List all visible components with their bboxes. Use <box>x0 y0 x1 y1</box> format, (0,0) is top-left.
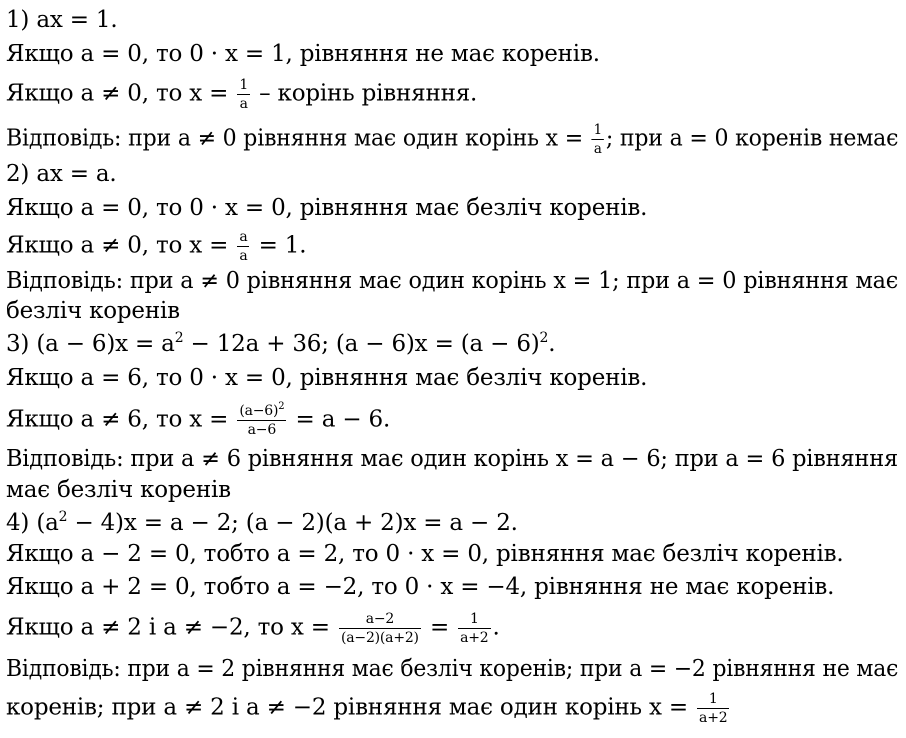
text: Якщо a ≠ 0, то x = <box>6 80 236 107</box>
text: − 4)x = a − 2; (a − 2)(a + 2)x = a − 2. <box>67 510 518 536</box>
text: ; при a = 0 коренів немає <box>605 125 899 152</box>
fraction <box>458 612 490 645</box>
fraction <box>592 123 604 156</box>
task2-answer-line1: Відповідь: при a ≠ 0 рівняння має один корінь x = 1; при a = 0 рівняння має <box>6 268 899 294</box>
denominator: (a−2)(a+2) <box>341 630 419 646</box>
task3-answer-line1: Відповідь: при a ≠ 6 рівняння має один корінь x = a − 6; при a = 6 рівняння <box>6 446 898 472</box>
numerator <box>237 401 286 420</box>
task1-case-zero: Якщо a = 0, то 0 · x = 1, рівняння не має коренів. <box>6 41 600 67</box>
task4-answer-line2 <box>6 692 731 725</box>
fraction <box>237 78 250 111</box>
task4-case-two: Якщо a − 2 = 0, тобто a = 2, то 0 · x = 0, рівняння має безліч коренів. <box>6 541 844 567</box>
exponent: 2 <box>174 330 184 346</box>
text: Якщо a ≠ 2 і a ≠ −2, то x = <box>6 614 337 641</box>
task2-case-nonzero <box>6 230 306 263</box>
text: – корінь рівняння. <box>252 80 478 107</box>
exponent: 2 <box>278 401 285 412</box>
denominator: a+2 <box>460 630 489 646</box>
denominator: a <box>592 139 604 156</box>
text: = <box>422 614 457 641</box>
task1-case-nonzero <box>6 78 477 111</box>
task4-case-other <box>6 612 500 645</box>
numerator: 1 <box>708 691 718 707</box>
task4-answer-line1: Відповідь: при a = 2 рівняння має безліч коренів; при a = −2 рівняння не має <box>6 656 899 682</box>
task1-heading: 1) ax = 1. <box>6 7 118 33</box>
denominator: a−6 <box>237 420 286 437</box>
fraction <box>339 612 421 645</box>
task2-case-zero: Якщо a = 0, то 0 · x = 0, рівняння має безліч коренів. <box>6 195 648 221</box>
task2-answer-line2: безліч коренів <box>6 298 180 324</box>
task3-case-six: Якщо a = 6, то 0 · x = 0, рівняння має безліч коренів. <box>6 365 648 391</box>
numerator: 1 <box>469 611 479 627</box>
text: Якщо a ≠ 0, то x = <box>6 232 236 259</box>
fraction <box>237 401 286 438</box>
numerator: a <box>239 229 248 245</box>
text: коренів; при a ≠ 2 і a ≠ −2 рівняння має один корінь x = <box>6 694 696 721</box>
task3-heading <box>6 331 555 357</box>
text: Якщо a ≠ 6, то x = <box>6 406 236 433</box>
task2-heading: 2) ax = a. <box>6 161 117 187</box>
text: = 1. <box>251 232 307 259</box>
text: 3) (a − 6)x = a <box>6 331 175 357</box>
numerator: 1 <box>239 77 249 93</box>
text: (a−6) <box>239 403 279 419</box>
fraction <box>697 692 729 725</box>
numerator: 1 <box>593 122 603 138</box>
task1-answer <box>6 123 898 156</box>
denominator: a <box>239 248 248 264</box>
text: − 12a + 36; (a − 6)x = (a − 6) <box>183 331 540 357</box>
task3-case-nonsix <box>6 401 391 438</box>
exponent: 2 <box>58 509 68 525</box>
denominator: a <box>237 94 250 111</box>
task3-answer-line2: має безліч коренів <box>6 477 231 503</box>
fraction <box>237 230 249 263</box>
task4-heading <box>6 510 518 536</box>
denominator: a+2 <box>699 710 728 726</box>
task4-case-minus-two: Якщо a + 2 = 0, тобто a = −2, то 0 · x = −4, рівняння не має коренів. <box>6 574 835 600</box>
exponent: 2 <box>539 330 549 346</box>
text: = a − 6. <box>288 406 391 433</box>
text: 4) (a <box>6 510 59 536</box>
text: . <box>548 331 556 357</box>
text: Відповідь: при a ≠ 0 рівняння має один корінь x = <box>6 125 590 152</box>
numerator: a−2 <box>365 611 395 627</box>
text: . <box>492 614 500 641</box>
